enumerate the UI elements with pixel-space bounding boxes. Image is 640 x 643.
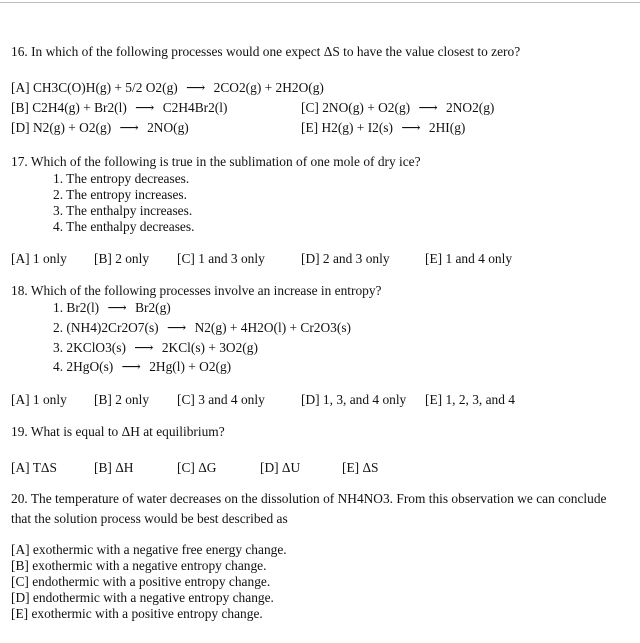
reaction-arrow-icon: ⟶ (401, 120, 421, 135)
q16-c-reactants: 2NO(g) + O2(g) (322, 100, 411, 115)
q17-question: 17. Which of the following is true in the sublimation of one mole of dry ice? (11, 154, 421, 169)
q16-option-d (11, 120, 189, 136)
q18-answer-b: [B] 2 only (94, 392, 150, 407)
page-top-border (0, 2, 640, 3)
q20-answer-c: [C] endothermic with a positive entropy change. (11, 574, 271, 589)
q17-answer-e: [E] 1 and 4 only (425, 251, 513, 266)
q18-process-products: 2KCl(s) + 3O2(g) (161, 340, 258, 355)
q16-d-label: [D] (11, 120, 30, 135)
q17-statement: 4. The enthalpy decreases. (53, 219, 195, 234)
q18-answer-c: [C] 3 and 4 only (177, 392, 265, 407)
q16-option-e (301, 120, 465, 136)
q18-process-reactants: Br2(l) (66, 300, 100, 315)
q16-a-products: 2CO2(g) + 2H2O(g) (213, 80, 324, 95)
q18-process-reactants: 2HgO(s) (66, 359, 114, 374)
q18-process-num: 4. (53, 359, 64, 374)
q16-b-reactants: C2H4(g) + Br2(l) (32, 100, 127, 115)
q19-question: 19. What is equal to ΔH at equilibrium? (11, 424, 225, 439)
q16-option-c (301, 100, 494, 116)
reaction-arrow-icon: ⟶ (186, 80, 206, 95)
q18-process-num: 1. (53, 300, 64, 315)
q19-answer-e: [E] ΔS (342, 460, 379, 475)
q16-e-reactants: H2(g) + I2(s) (321, 120, 393, 135)
q16-option-a (11, 80, 324, 96)
q16-b-label: [B] (11, 100, 29, 115)
q19-answer-c: [C] ΔG (177, 460, 217, 475)
q16-a-reactants: CH3C(O)H(g) + 5/2 O2(g) (32, 80, 178, 95)
q20-answer-a: [A] exothermic with a negative free energy change. (11, 542, 287, 557)
reaction-arrow-icon: ⟶ (167, 320, 187, 335)
q17-statement: 1. The entropy decreases. (53, 171, 190, 186)
reaction-arrow-icon: ⟶ (107, 300, 127, 315)
q19-answer-d: [D] ΔU (260, 460, 301, 475)
q18-process-products: Br2(g) (135, 300, 171, 315)
reaction-arrow-icon: ⟶ (119, 120, 139, 135)
q18-process (53, 320, 351, 336)
q17-statement: 2. The entropy increases. (53, 187, 187, 202)
q16-e-label: [E] (301, 120, 319, 135)
q20-answer-d: [D] endothermic with a negative entropy change. (11, 590, 274, 605)
q18-process-num: 2. (53, 320, 64, 335)
q17-statement: 3. The enthalpy increases. (53, 203, 193, 218)
q16-d-products: 2NO(g) (147, 120, 189, 135)
q16-e-products: 2HI(g) (428, 120, 466, 135)
q18-answer-a: [A] 1 only (11, 392, 67, 407)
q18-process-num: 3. (53, 340, 64, 355)
q18-process (53, 340, 258, 356)
q19-answer-a: [A] TΔS (11, 460, 57, 475)
q16-c-label: [C] (301, 100, 319, 115)
q18-process (53, 300, 171, 316)
q17-answer-d: [D] 2 and 3 only (301, 251, 390, 266)
q18-question: 18. Which of the following processes involve an increase in entropy? (11, 283, 382, 298)
q18-answer-e: [E] 1, 2, 3, and 4 (425, 392, 515, 407)
q20-question-line1: 20. The temperature of water decreases on the dissolution of NH4NO3. From this observation we can conclude (11, 491, 607, 506)
q17-answer-b: [B] 2 only (94, 251, 150, 266)
reaction-arrow-icon: ⟶ (418, 100, 438, 115)
q20-question-line2: that the solution process would be best described as (11, 511, 288, 526)
q17-answer-c: [C] 1 and 3 only (177, 251, 265, 266)
q16-option-b (11, 100, 227, 116)
q18-process-products: N2(g) + 4H2O(l) + Cr2O3(s) (194, 320, 351, 335)
q18-process-products: 2Hg(l) + O2(g) (149, 359, 232, 374)
reaction-arrow-icon: ⟶ (135, 100, 155, 115)
q18-answer-d: [D] 1, 3, and 4 only (301, 392, 407, 407)
q17-answer-a: [A] 1 only (11, 251, 67, 266)
q18-process (53, 359, 231, 375)
q16-c-products: 2NO2(g) (446, 100, 495, 115)
q19-answer-b: [B] ΔH (94, 460, 134, 475)
q18-process-reactants: (NH4)2Cr2O7(s) (66, 320, 159, 335)
q16-a-label: [A] (11, 80, 30, 95)
q18-process-reactants: 2KClO3(s) (66, 340, 126, 355)
reaction-arrow-icon: ⟶ (134, 340, 154, 355)
q20-answer-b: [B] exothermic with a negative entropy change. (11, 558, 267, 573)
q16-d-reactants: N2(g) + O2(g) (32, 120, 112, 135)
q16-question: 16. In which of the following processes would one expect ΔS to have the value closest to zero? (11, 44, 521, 59)
q16-b-products: C2H4Br2(l) (162, 100, 228, 115)
q20-answer-e: [E] exothermic with a positive entropy change. (11, 606, 263, 621)
reaction-arrow-icon: ⟶ (121, 359, 141, 374)
